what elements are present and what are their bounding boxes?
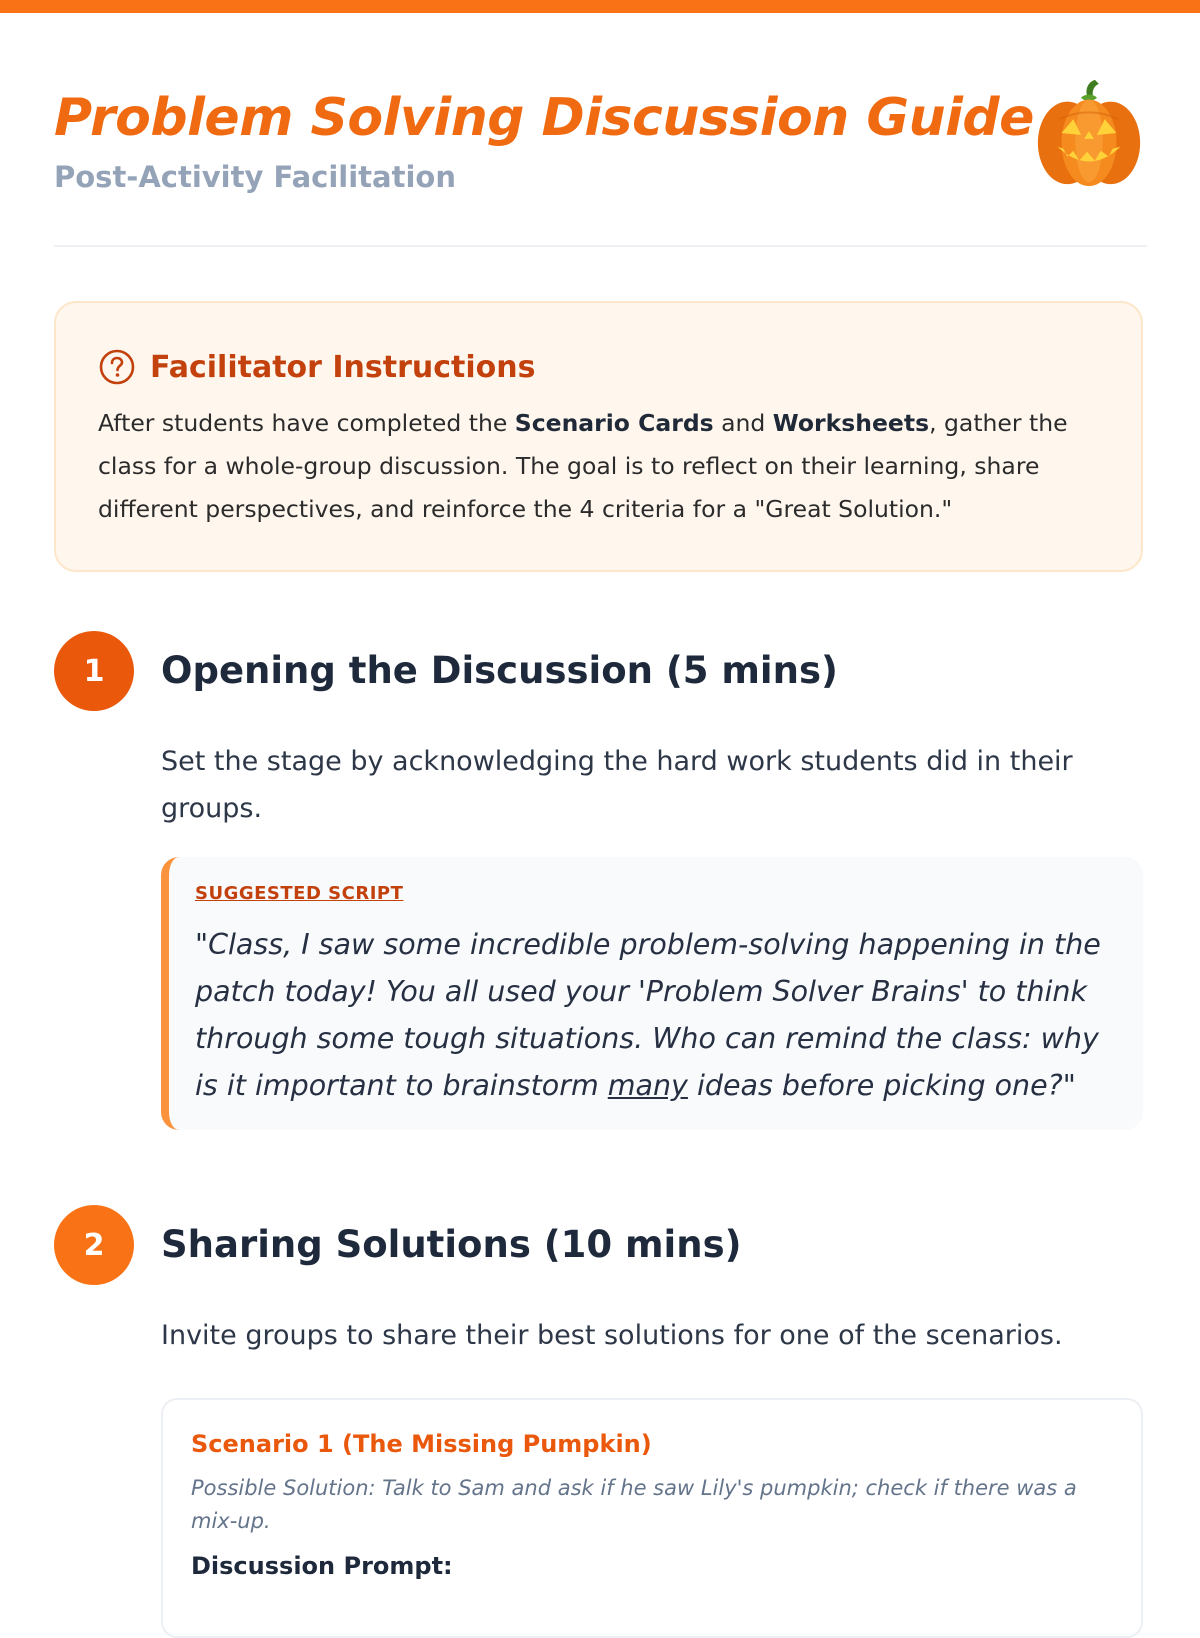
- instructions-bold-scenario-cards: Scenario Cards: [514, 409, 714, 437]
- step-title: Opening the Discussion (5 mins): [161, 649, 838, 692]
- instructions-text-part: After students have completed the: [98, 409, 515, 437]
- facilitator-instructions-box: [54, 301, 1143, 572]
- step-description: Invite groups to share their best solutions for one of the scenarios.: [161, 1320, 1063, 1351]
- page-title: Problem Solving Discussion Guide: [54, 88, 1034, 148]
- scenario-title: Scenario 1 (The Missing Pumpkin): [191, 1430, 652, 1458]
- script-emphasis: many: [607, 1069, 688, 1102]
- step-2-section: [54, 1205, 1143, 1600]
- script-text-part: "Class, I saw some incredible problem-solving happening in the patch today! You all used your 'Problem Solver Brains' to think through some tough situations. Who can remind the class: why is it important to brainstorm: [195, 928, 1101, 1102]
- discussion-prompt-label: Discussion Prompt:: [191, 1552, 453, 1580]
- step-title: Sharing Solutions (10 mins): [161, 1223, 742, 1266]
- question-circle-icon: [98, 348, 136, 386]
- instructions-bold-worksheets: Worksheets: [772, 409, 930, 437]
- page-subtitle: Post-Activity Facilitation: [54, 160, 456, 194]
- jack-o-lantern-icon: [1030, 76, 1148, 194]
- page-header: [54, 80, 1147, 247]
- instructions-text-part: , gather the class for a whole-group discussion. The goal is to reflect on their learning, share different perspectives, and reinforce the 4 criteria for a "Great Solution.": [98, 409, 1068, 523]
- scenario-card: [161, 1398, 1143, 1638]
- scenario-solution: Possible Solution: Talk to Sam and ask if he saw Lily's pumpkin; check if there was a mix-up.: [191, 1476, 1077, 1533]
- script-text-part: ideas before picking one?": [687, 1069, 1076, 1102]
- instructions-text: [98, 402, 1078, 531]
- step-number-badge: 2: [54, 1205, 134, 1285]
- step-1-section: [54, 631, 1143, 1131]
- script-label: SUGGESTED SCRIPT: [195, 883, 404, 904]
- script-text: [195, 921, 1125, 1109]
- suggested-script-box: [161, 857, 1143, 1130]
- instructions-header: [98, 347, 536, 387]
- instructions-text-part: and: [713, 409, 773, 437]
- instructions-title: Facilitator Instructions: [150, 349, 536, 385]
- step-description: Set the stage by acknowledging the hard work students did in their groups.: [161, 746, 1073, 824]
- top-accent-bar: [0, 0, 1200, 13]
- step-number-badge: 1: [54, 631, 134, 711]
